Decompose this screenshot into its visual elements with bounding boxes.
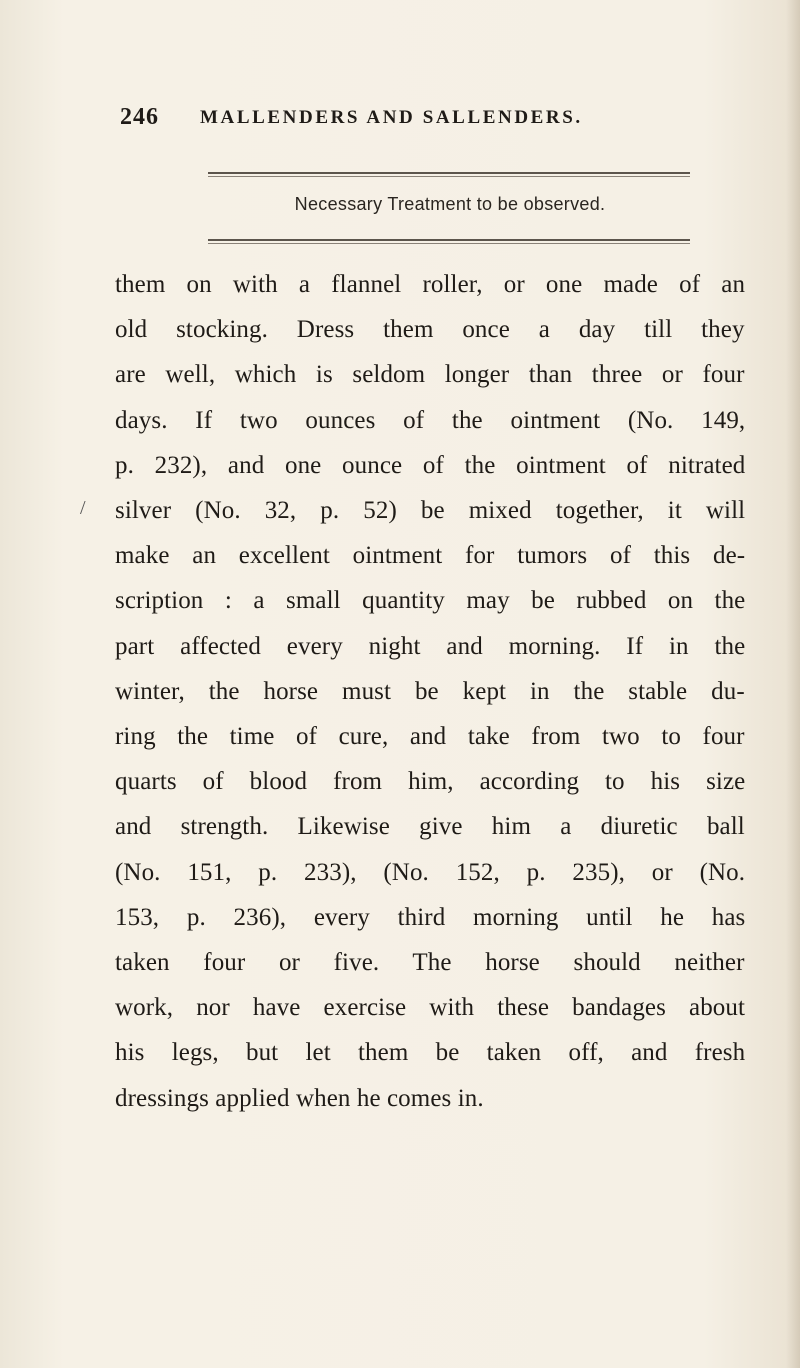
text-line: scription : a small quantity may be rubbed on the xyxy=(115,587,746,615)
text-line: taken four or five. The horse should neither xyxy=(115,949,745,976)
running-title: MALLENDERS AND SALLENDERS. xyxy=(200,107,583,128)
text-line: old stocking. Dress them once a day till they xyxy=(115,316,745,344)
text-line: make an excellent ointment for tumors of this de- xyxy=(115,542,746,570)
text-line: winter, the horse must be kept in the stable du- xyxy=(115,677,745,705)
text-line: and strength. Likewise give him a diuretic ball xyxy=(115,813,745,841)
text-line: quarts of blood from him, according to his size xyxy=(115,768,746,796)
text-line: are well, which is seldom longer than three or four xyxy=(115,361,745,389)
text-line: his legs, but let them be taken off, and fresh xyxy=(115,1039,746,1067)
top-rule-thin xyxy=(208,176,690,177)
text-line: p. 232), and one ounce of the ointment of nitrated xyxy=(115,451,746,479)
text-line: 153, p. 236), every third morning until he has xyxy=(115,903,746,931)
text-line: ring the time of cure, and take from two to four xyxy=(115,723,745,750)
text-line: work, nor have exercise with these bandages about xyxy=(115,994,746,1022)
text-line: days. If two ounces of the ointment (No. 149, xyxy=(115,406,746,434)
text-line: part affected every night and morning. If in the xyxy=(115,632,746,660)
margin-mark: / xyxy=(80,497,86,519)
text-line: them on with a flannel roller, or one made of an xyxy=(115,271,746,298)
text-line: silver (No. 32, p. 52) be mixed together, it will xyxy=(115,497,746,524)
bottom-rule xyxy=(208,239,690,241)
page-number: 246 xyxy=(120,104,159,130)
text-line: dressings applied when he comes in. xyxy=(115,1084,484,1112)
section-caption: Necessary Treatment to be observed. xyxy=(294,194,606,214)
text-line: (No. 151, p. 233), (No. 152, p. 235), or (No. xyxy=(115,858,746,886)
bottom-rule-thin xyxy=(208,243,690,244)
page-header xyxy=(120,104,680,144)
top-rule xyxy=(208,172,690,174)
